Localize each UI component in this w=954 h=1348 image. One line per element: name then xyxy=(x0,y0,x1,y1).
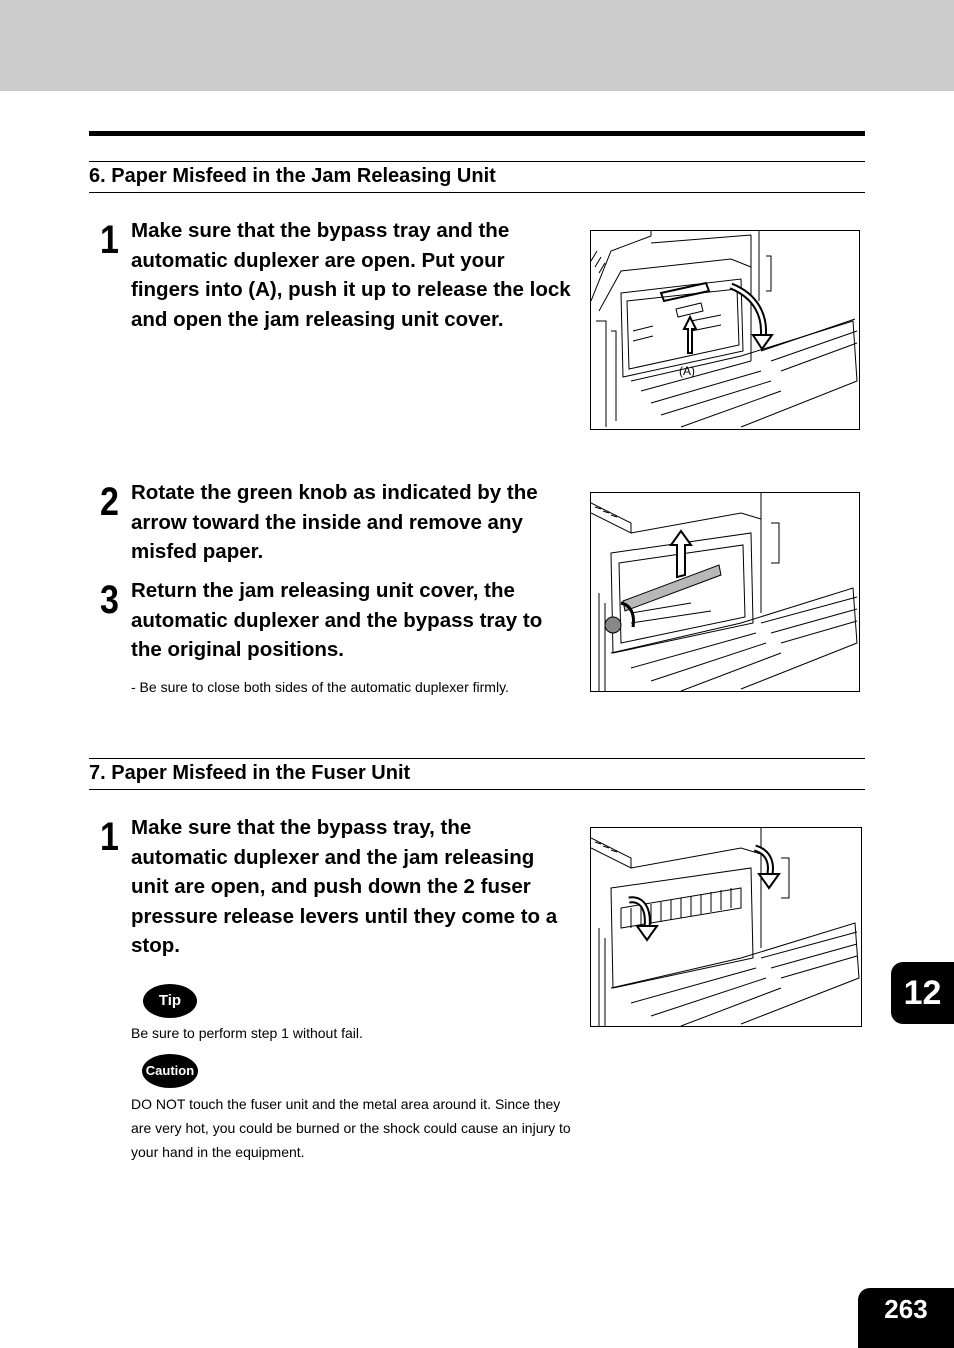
section-heading-fuser xyxy=(89,758,865,790)
header-band xyxy=(0,0,954,91)
header-rule xyxy=(89,131,865,136)
figure-remove-paper xyxy=(590,492,860,692)
step-number: 1 xyxy=(100,218,119,262)
step-text: Rotate the green knob as indicated by the arrow toward the inside and remove any misfed paper. xyxy=(131,481,538,564)
section-title: 7. Paper Misfeed in the Fuser Unit xyxy=(89,762,411,784)
illustration-green-knob xyxy=(591,493,859,691)
illustration-jam-cover xyxy=(591,231,859,429)
step-text: Make sure that the bypass tray and the automatic duplexer are open. Put your fingers into (A), push it up to release the lock and open the jam releasing unit cover. xyxy=(131,219,571,331)
step-note: - Be sure to close both sides of the automatic duplexer firmly. xyxy=(131,679,509,695)
chapter-tab: 12 xyxy=(891,962,954,1024)
step-number: 3 xyxy=(100,578,119,622)
caution-badge: Caution xyxy=(142,1054,198,1088)
tip-badge: Tip xyxy=(143,984,197,1018)
step-text: Return the jam releasing unit cover, the automatic duplexer and the bypass tray to the original positions. xyxy=(131,579,543,662)
illustration-fuser-levers xyxy=(591,828,861,1026)
step-number: 2 xyxy=(100,480,119,524)
step-number: 1 xyxy=(100,815,119,859)
section-heading-jam-releasing xyxy=(89,161,865,193)
figure-fuser-levers xyxy=(590,827,862,1027)
page-number: 263 xyxy=(858,1288,954,1348)
section-title: 6. Paper Misfeed in the Jam Releasing Unit xyxy=(89,165,496,187)
step-text: Make sure that the bypass tray, the automatic duplexer and the jam releasing unit are open, and push down the 2 fuser pressure release levers until they come to a stop. xyxy=(131,816,558,958)
figure-label-a: (A) xyxy=(679,364,695,378)
figure-open-jam-cover xyxy=(590,230,860,430)
caution-text: DO NOT touch the fuser unit and the metal area around it. Since they are very hot, you could be burned or the shock could cause an injury to your hand in the equipment. xyxy=(131,1096,571,1160)
tip-text: Be sure to perform step 1 without fail. xyxy=(131,1025,363,1041)
